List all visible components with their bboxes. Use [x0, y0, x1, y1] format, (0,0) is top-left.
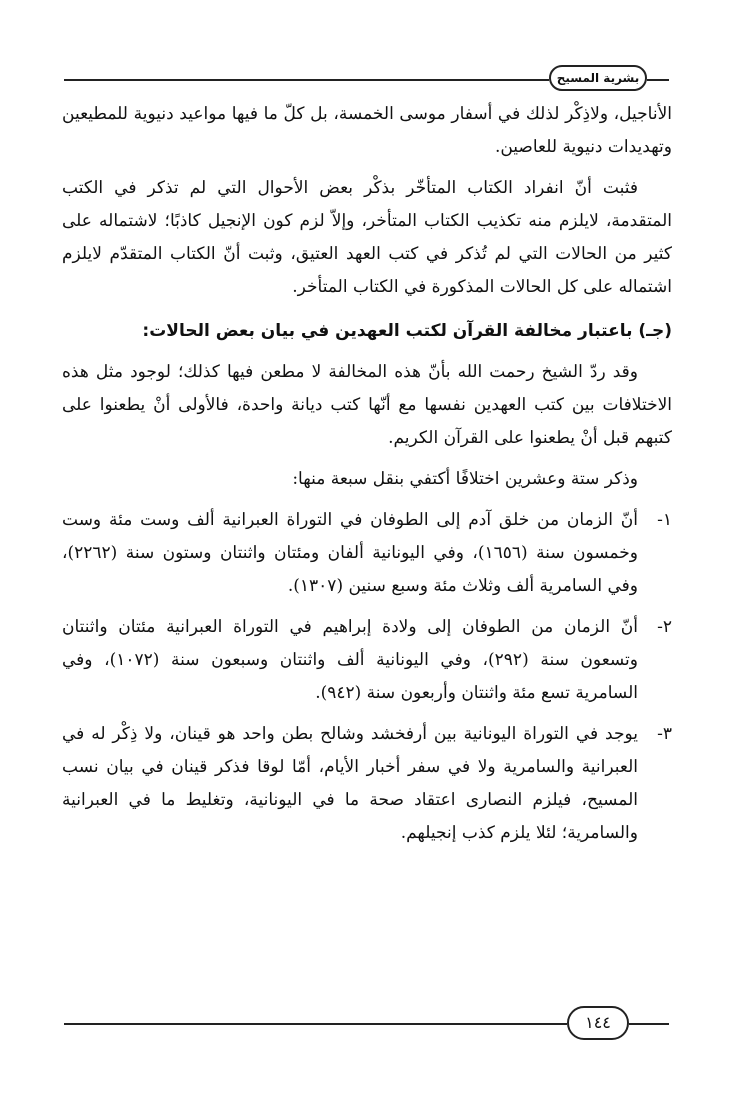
paragraph-conclusion: فثبت أنّ انفراد الكتاب المتأخّر بذكْر بعض الأحوال التي لم تذكر في الكتب المتقدمة، لايلزم منه تكذيب الكتاب المتأخر، وإلاّ لزم كون الإنجيل كاذبًا؛ لاشتماله على كثير من الحالات التي لم تُذكر في كتب العهد العتيق، وثبت أنّ الكتاب المتقدّم لايلزم اشتماله على كل الحالات المذكورة في الكتاب المتأخر.	[62, 178, 672, 297]
running-title: بشرية المسيح	[549, 65, 647, 91]
page-number: ١٤٤	[567, 1006, 629, 1040]
list-item	[62, 718, 672, 850]
list-item	[62, 504, 672, 603]
section-heading: (جـ) باعتبار مخالفة القرآن لكتب العهدين في بيان بعض الحالات:	[142, 321, 672, 341]
list-text: أنّ الزمان من الطوفان إلى ولادة إبراهيم في التوراة العبرانية مئتان واثنتان وتسعون سنة (٢٩٢)، وفي اليونانية ألف واثنتان وسبعون سنة (١٠٧٢)، وفي السامرية تسع مئة واثنتان وأربعون سنة (٩٤٢).	[62, 617, 638, 703]
paragraph-rebuttal: وقد ردّ الشيخ رحمت الله بأنّ هذه المخالفة لا مطعن فيها كذلك؛ لوجود مثل هذه الاختلافات بين كتب العهدين نفسها مع أنّها كتب ديانة واحدة، فالأولى أنْ يطعنوا على كتبهم قبل أنْ يطعنوا على القرآن الكريم.	[62, 362, 672, 448]
page-footer	[64, 1006, 669, 1040]
list-text: أنّ الزمان من خلق آدم إلى الطوفان في التوراة العبرانية ألف وست مئة وست وخمسون سنة (١٦٥٦)، وفي اليونانية ألفان ومئتان واثنتان وستون سنة (٢٢٦٢)، وفي السامرية ألف وثلاث مئة وسبع سنين (١٣٠٧).	[62, 510, 638, 596]
list-text: يوجد في التوراة اليونانية بين أرفخشد وشالح بطن واحد هو قينان، ولا ذِكْر له في العبرانية والسامرية ولا في سفر أخبار الأيام، أمّا لوقا فذكر قينان في بيان نسب المسيح، فيلزم النصارى اعتقاد صحة ما في اليونانية، وتغليط ما في العبرانية والسامرية؛ لئلا يلزم كذب إنجيلهم.	[62, 724, 638, 843]
list-item	[62, 611, 672, 710]
page-body	[62, 98, 672, 996]
footer-rule	[64, 1023, 567, 1025]
page-header	[64, 64, 669, 92]
list-number: ٣-	[657, 724, 672, 744]
list-number: ٢-	[657, 617, 672, 637]
header-rule	[64, 79, 549, 81]
header-rule-tail	[647, 79, 669, 81]
footer-rule-tail	[629, 1023, 669, 1025]
paragraph-continuation: الأناجيل، ولاذِكْر لذلك في أسفار موسى الخمسة، بل كلّ ما فيها مواعيد دنيوية للمطيعين وتهديدات دنيوية للعاصين.	[62, 104, 672, 157]
list-number: ١-	[657, 510, 672, 530]
paragraph-intro-list: وذكر ستة وعشرين اختلافًا أكتفي بنقل سبعة منها:	[292, 469, 638, 489]
